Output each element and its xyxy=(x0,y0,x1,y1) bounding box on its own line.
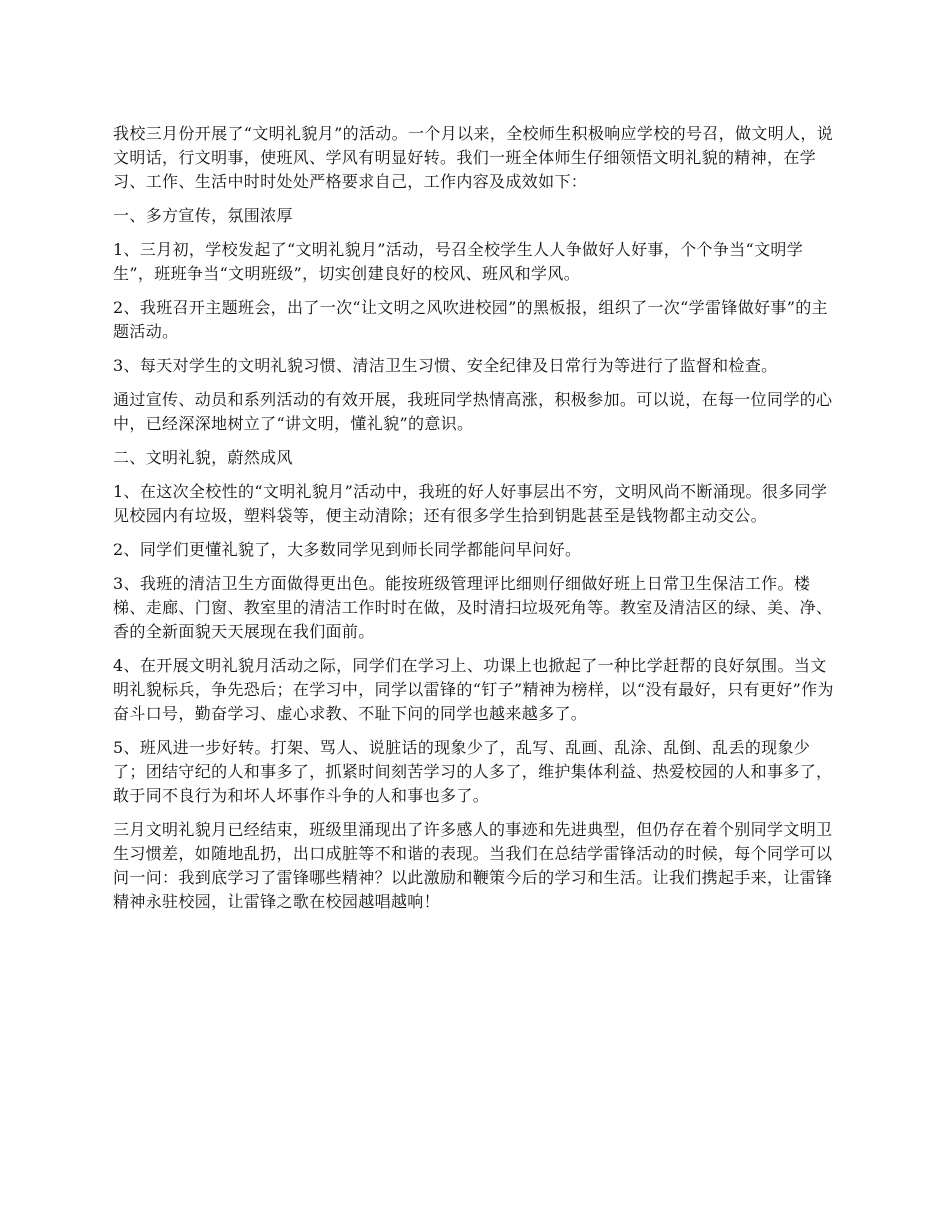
section-1-item-2: 2、我班召开主题班会，出了一次“让文明之风吹进校园”的黑板报，组织了一次“学雷锋做好事”的主题活动。 xyxy=(113,298,828,341)
section-2-item-4: 4、在开展文明礼貌月活动之际，同学们在学习上、功课上也掀起了一种比学赶帮的良好氛围。当文明礼貌标兵，争先恐后；在学习中，同学以雷锋的“钉子”精神为榜样，以“没有最好，只有更好”作为奋斗口号，勤奋学习、虚心求教、不耻下问的同学也越来越多了。 xyxy=(113,656,834,723)
section-2-item-1: 1、在这次全校性的“文明礼貌月”活动中，我班的好人好事层出不穷，文明风尚不断涌现。很多同学见校园内有垃圾，塑料袋等，便主动清除；还有很多学生拾到钥匙甚至是钱物都主动交公。 xyxy=(113,482,828,525)
intro-paragraph: 我校三月份开展了“文明礼貌月”的活动。一个月以来，全校师生积极响应学校的号召，做文明人，说文明话，行文明事，使班风、学风有明显好转。我们一班全体师生仔细领悟文明礼貌的精神，在学习、工作、生活中时时处处严格要求自己，工作内容及成效如下： xyxy=(113,124,834,191)
section-2-item-5: 5、班风进一步好转。打架、骂人、说脏话的现象少了，乱写、乱画、乱涂、乱倒、乱丢的现象少了；团结守纪的人和事多了，抓紧时间刻苦学习的人多了，维护集体利益、热爱校园的人和事多了，敢于同不良行为和坏人坏事作斗争的人和事也多了。 xyxy=(113,738,833,805)
section-2-item-3: 3、我班的清洁卫生方面做得更出色。能按班级管理评比细则仔细做好班上日常卫生保洁工作。楼梯、走廊、门窗、教室里的清洁工作时时在做，及时清扫垃圾死角等。教室及清洁区的绿、美、净、香的全新面貌天天展现在我们面前。 xyxy=(113,574,833,641)
section-1-item-3: 3、每天对学生的文明礼貌习惯、清洁卫生习惯、安全纪律及日常行为等进行了监督和检查。 xyxy=(113,356,778,375)
document-body xyxy=(113,122,840,924)
section-1-item-1: 1、三月初，学校发起了“文明礼貌月”活动，号召全校学生人人争做好人好事，个个争当“文明学生”，班班争当“文明班级”，切实创建良好的校风、班风和学风。 xyxy=(113,240,804,283)
section-2-heading: 二、文明礼貌，蔚然成风 xyxy=(113,448,293,467)
section-2-item-2: 2、同学们更懂礼貌了，大多数同学见到师长同学都能问早问好。 xyxy=(113,540,582,559)
section-1-summary: 通过宣传、动员和系列活动的有效开展，我班同学热情高涨，积极参加。可以说，在每一位同学的心中，已经深深地树立了“讲文明，懂礼貌”的意识。 xyxy=(113,390,833,433)
conclusion-paragraph: 三月文明礼貌月已经结束，班级里涌现出了许多感人的事迹和先进典型，但仍存在着个别同学文明卫生习惯差，如随地乱扔，出口成脏等不和谐的表现。当我们在总结学雷锋活动的时候，每个同学可以问一问：我到底学习了雷锋哪些精神？以此激励和鞭策今后的学习和生活。让我们携起手来，让雷锋精神永驻校园，让雷锋之歌在校园越唱越响！ xyxy=(113,820,833,911)
section-1-heading: 一、多方宣传，氛围浓厚 xyxy=(113,206,293,225)
